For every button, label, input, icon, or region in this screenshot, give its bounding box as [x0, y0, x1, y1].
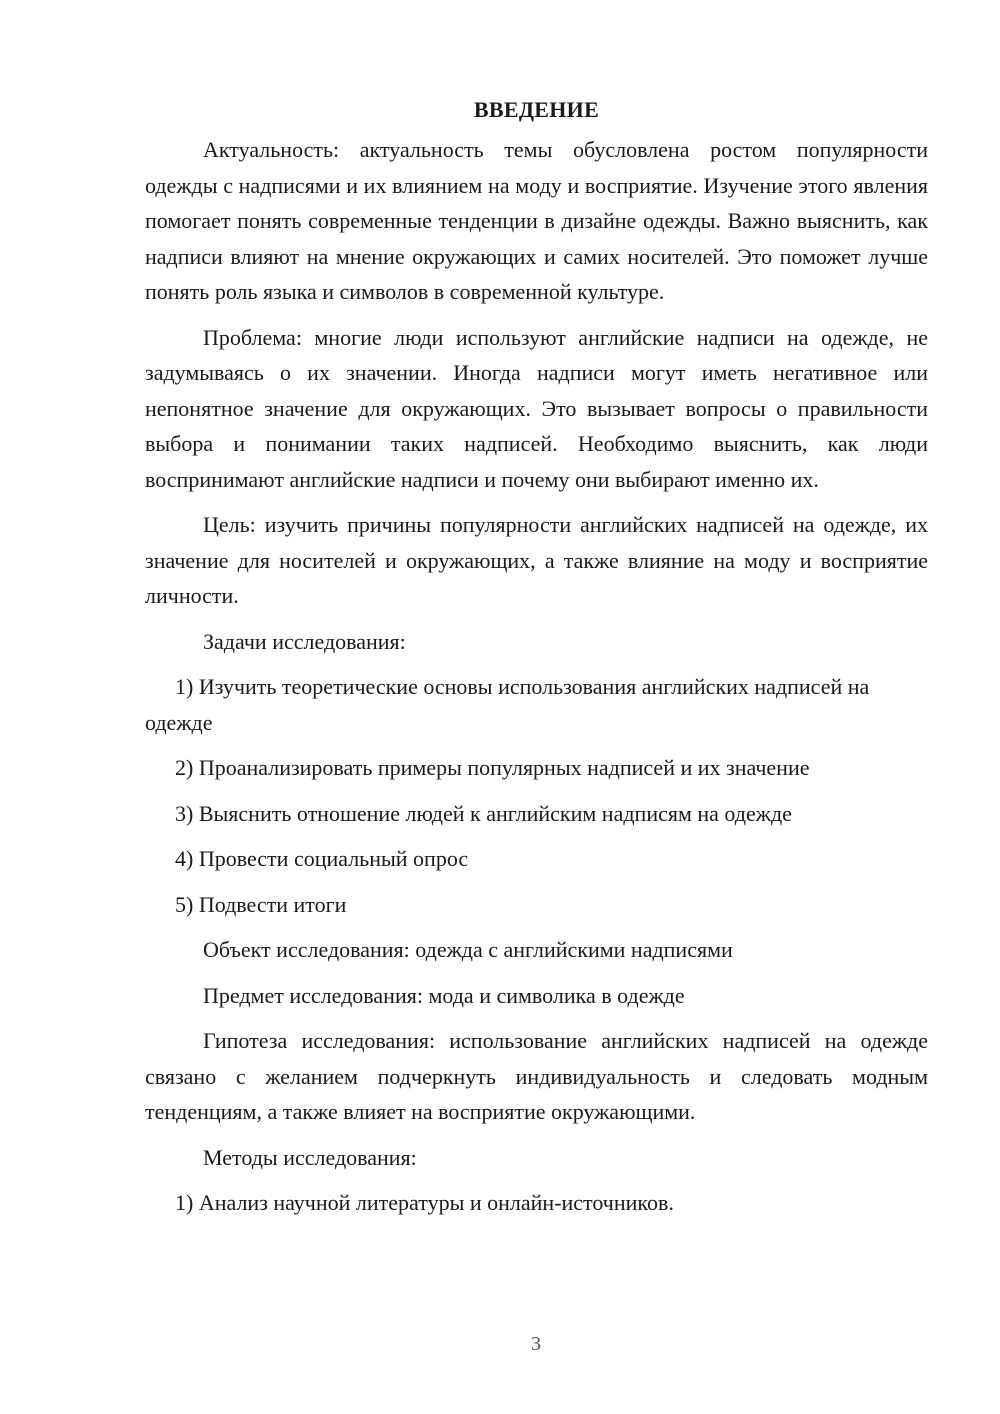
task-item: 1) Изучить теоретические основы использования английских надписей на одежде	[145, 674, 870, 735]
page-number: 3	[531, 1333, 541, 1355]
methods-title: Методы исследования:	[203, 1144, 417, 1170]
subject-line: Предмет исследования: мода и символика в одежде	[203, 982, 685, 1008]
tasks-title: Задачи исследования:	[203, 628, 406, 654]
goal-paragraph: Цель: изучить причины популярности английских надписей на одежде, их значение для носителей и окружающих, а также влияние на моду и восприятие личности.	[145, 512, 928, 608]
task-item: 3) Выяснить отношение людей к английским надписям на одежде	[175, 800, 792, 826]
document-page	[145, 92, 928, 1231]
relevance-paragraph: Актуальность: актуальность темы обусловлена ростом популярности одежды с надписями и их влиянием на моду и восприятие. Изучение этого явления помогает понять современные тенденции в дизайне одежды. Важно выяснить, как надписи влияют на мнение окружающих и самих носителей. Это поможет лучше понять роль языка и символов в современной культуре.	[145, 137, 928, 304]
page-title: ВВЕДЕНИЕ	[473, 97, 600, 122]
method-item: 1) Анализ научной литературы и онлайн-источников.	[175, 1190, 674, 1215]
task-item: 5) Подвести итоги	[175, 891, 347, 917]
task-item: 4) Провести социальный опрос	[175, 846, 469, 871]
object-line: Объект исследования: одежда с английскими надписями	[203, 937, 733, 962]
hypothesis-paragraph: Гипотеза исследования: использование английских надписей на одежде связано с желанием подчеркнуть индивидуальность и следовать модным тенденциям, а также влияет на восприятие окружающими.	[145, 1028, 928, 1124]
task-item: 2) Проанализировать примеры популярных надписей и их значение	[175, 755, 810, 780]
problem-paragraph: Проблема: многие люди используют английские надписи на одежде, не задумываясь о их значении. Иногда надписи могут иметь негативное или непонятное значение для окружающих. Это вызывает вопросы о правильности выбора и понимании таких надписей. Необходимо выяснить, как люди воспринимают английские надписи и почему они выбирают именно их.	[145, 324, 928, 492]
